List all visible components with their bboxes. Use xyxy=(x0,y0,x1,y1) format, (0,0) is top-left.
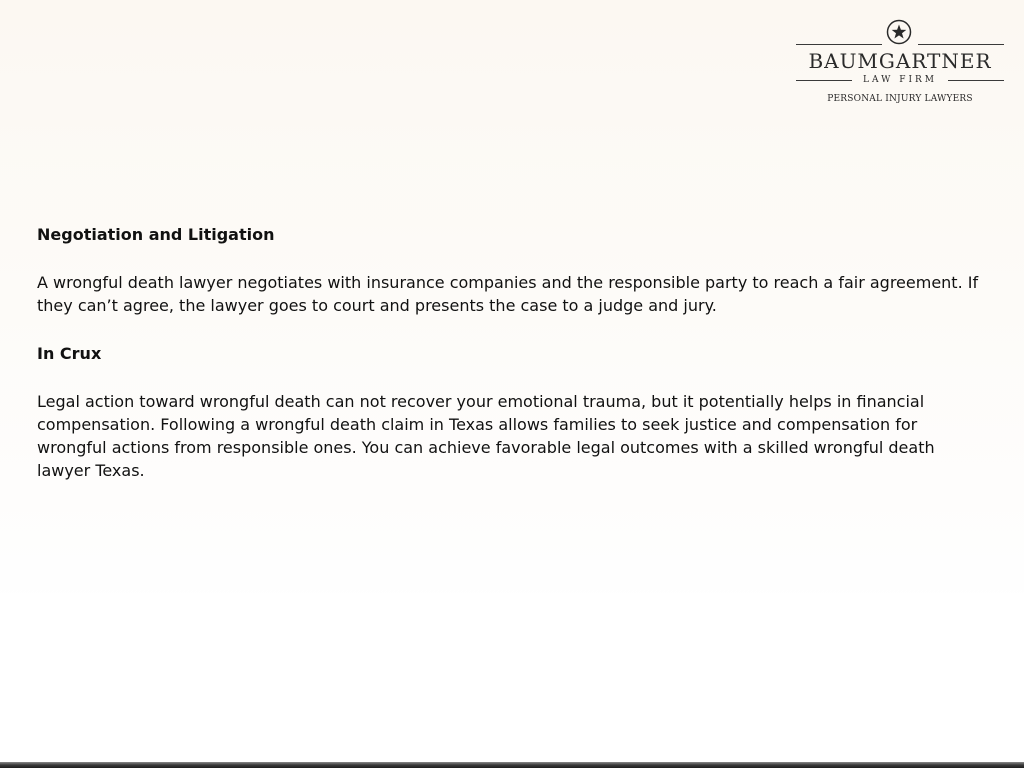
firm-name: BAUMGARTNER xyxy=(808,49,992,73)
section-body-negotiation: A wrongful death lawyer negotiates with insurance companies and the responsible party to reach a fair agreement. If they can’t agree, the lawyer goes to court and presents the case to a judge and jury. xyxy=(37,273,979,315)
logo-rule-mid-right xyxy=(948,80,1004,81)
firm-tagline: PERSONAL INJURY LAWYERS xyxy=(827,94,973,104)
spacer xyxy=(37,317,987,342)
star-badge-icon xyxy=(886,19,912,45)
firm-logo xyxy=(790,16,1010,108)
section-heading-in-crux: In Crux xyxy=(37,344,102,363)
section-body-in-crux: Legal action toward wrongful death can not recover your emotional trauma, but it potentially helps in financial compensation. Following a wrongful death claim in Texas allows families to seek justice and compensation for wrongful actions from responsible ones. You can achieve favorable legal outcomes with a skilled wrongful death lawyer Texas. xyxy=(37,392,935,480)
spacer xyxy=(37,246,987,271)
logo-rule-top-left xyxy=(796,44,882,45)
spacer xyxy=(37,365,987,390)
footer-bar xyxy=(0,762,1024,768)
article-content xyxy=(37,223,987,482)
firm-subtitle: LAW FIRM xyxy=(862,75,937,85)
section-heading-negotiation: Negotiation and Litigation xyxy=(37,225,275,244)
logo-rule-top-right xyxy=(918,44,1004,45)
